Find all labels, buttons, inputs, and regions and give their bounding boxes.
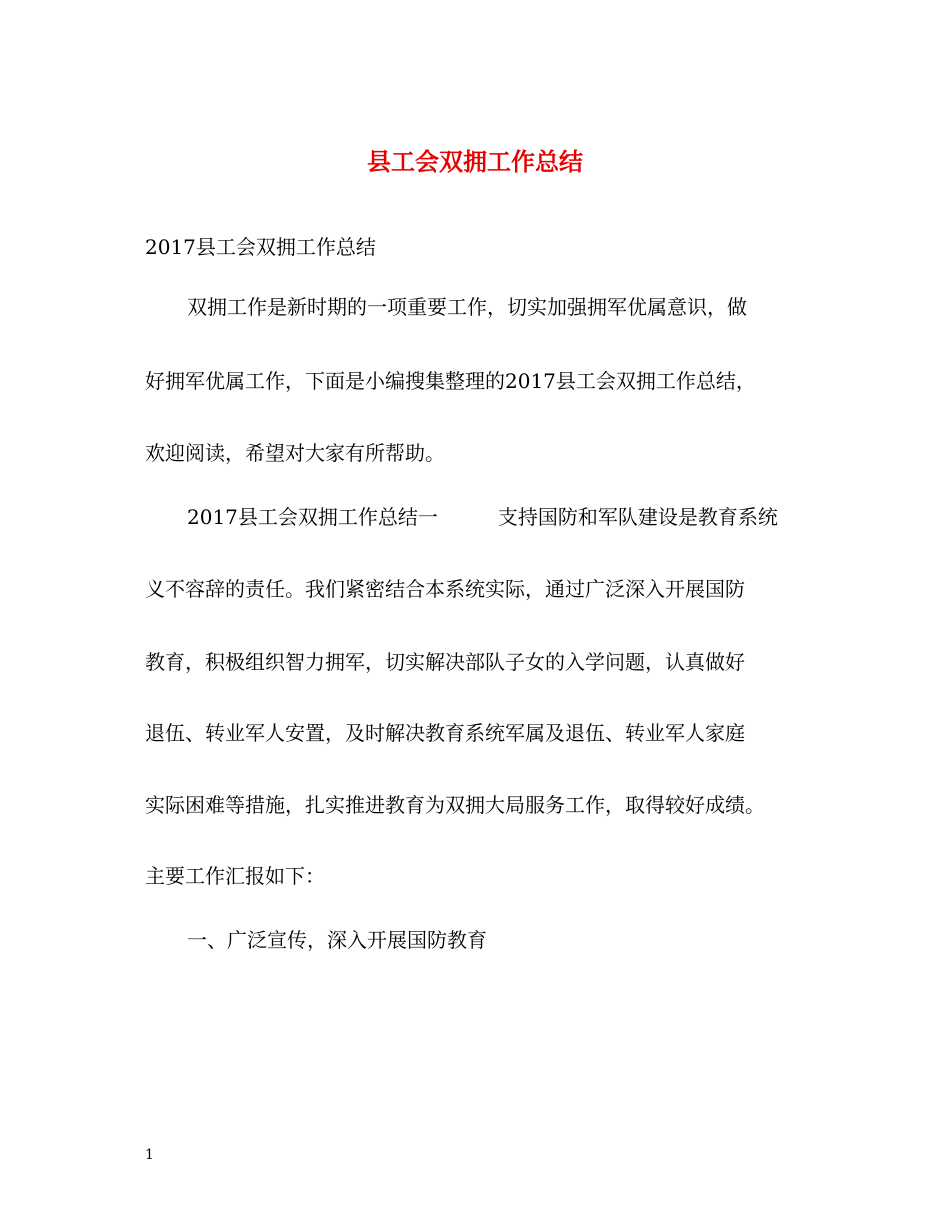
- paragraph-line: 退伍、转业军人安置，及时解决教育系统军属及退伍、转业军人家庭: [145, 721, 745, 745]
- page-number: 1: [145, 1147, 154, 1163]
- document-subtitle: 2017县工会双拥工作总结: [145, 235, 376, 259]
- paragraph-line: 欢迎阅读，希望对大家有所帮助。: [145, 441, 445, 465]
- paragraph-line: 实际困难等措施，扎实推进教育为双拥大局服务工作，取得较好成绩。: [145, 793, 765, 817]
- section-heading: 一、广泛宣传，深入开展国防教育: [187, 928, 487, 952]
- paragraph-line: 2017县工会双拥工作总结一 支持国防和军队建设是教育系统: [187, 505, 778, 529]
- paragraph-line: 双拥工作是新时期的一项重要工作，切实加强拥军优属意识，做: [187, 295, 747, 319]
- paragraph-line: 教育，积极组织智力拥军，切实解决部队子女的入学问题，认真做好: [145, 650, 745, 674]
- paragraph-line: 好拥军优属工作，下面是小编搜集整理的2017县工会双拥工作总结，: [145, 369, 756, 393]
- page-title: 县工会双拥工作总结: [367, 147, 583, 176]
- paragraph-line: 主要工作汇报如下：: [145, 864, 325, 888]
- paragraph-line: 义不容辞的责任。我们紧密结合本系统实际，通过广泛深入开展国防: [145, 577, 745, 601]
